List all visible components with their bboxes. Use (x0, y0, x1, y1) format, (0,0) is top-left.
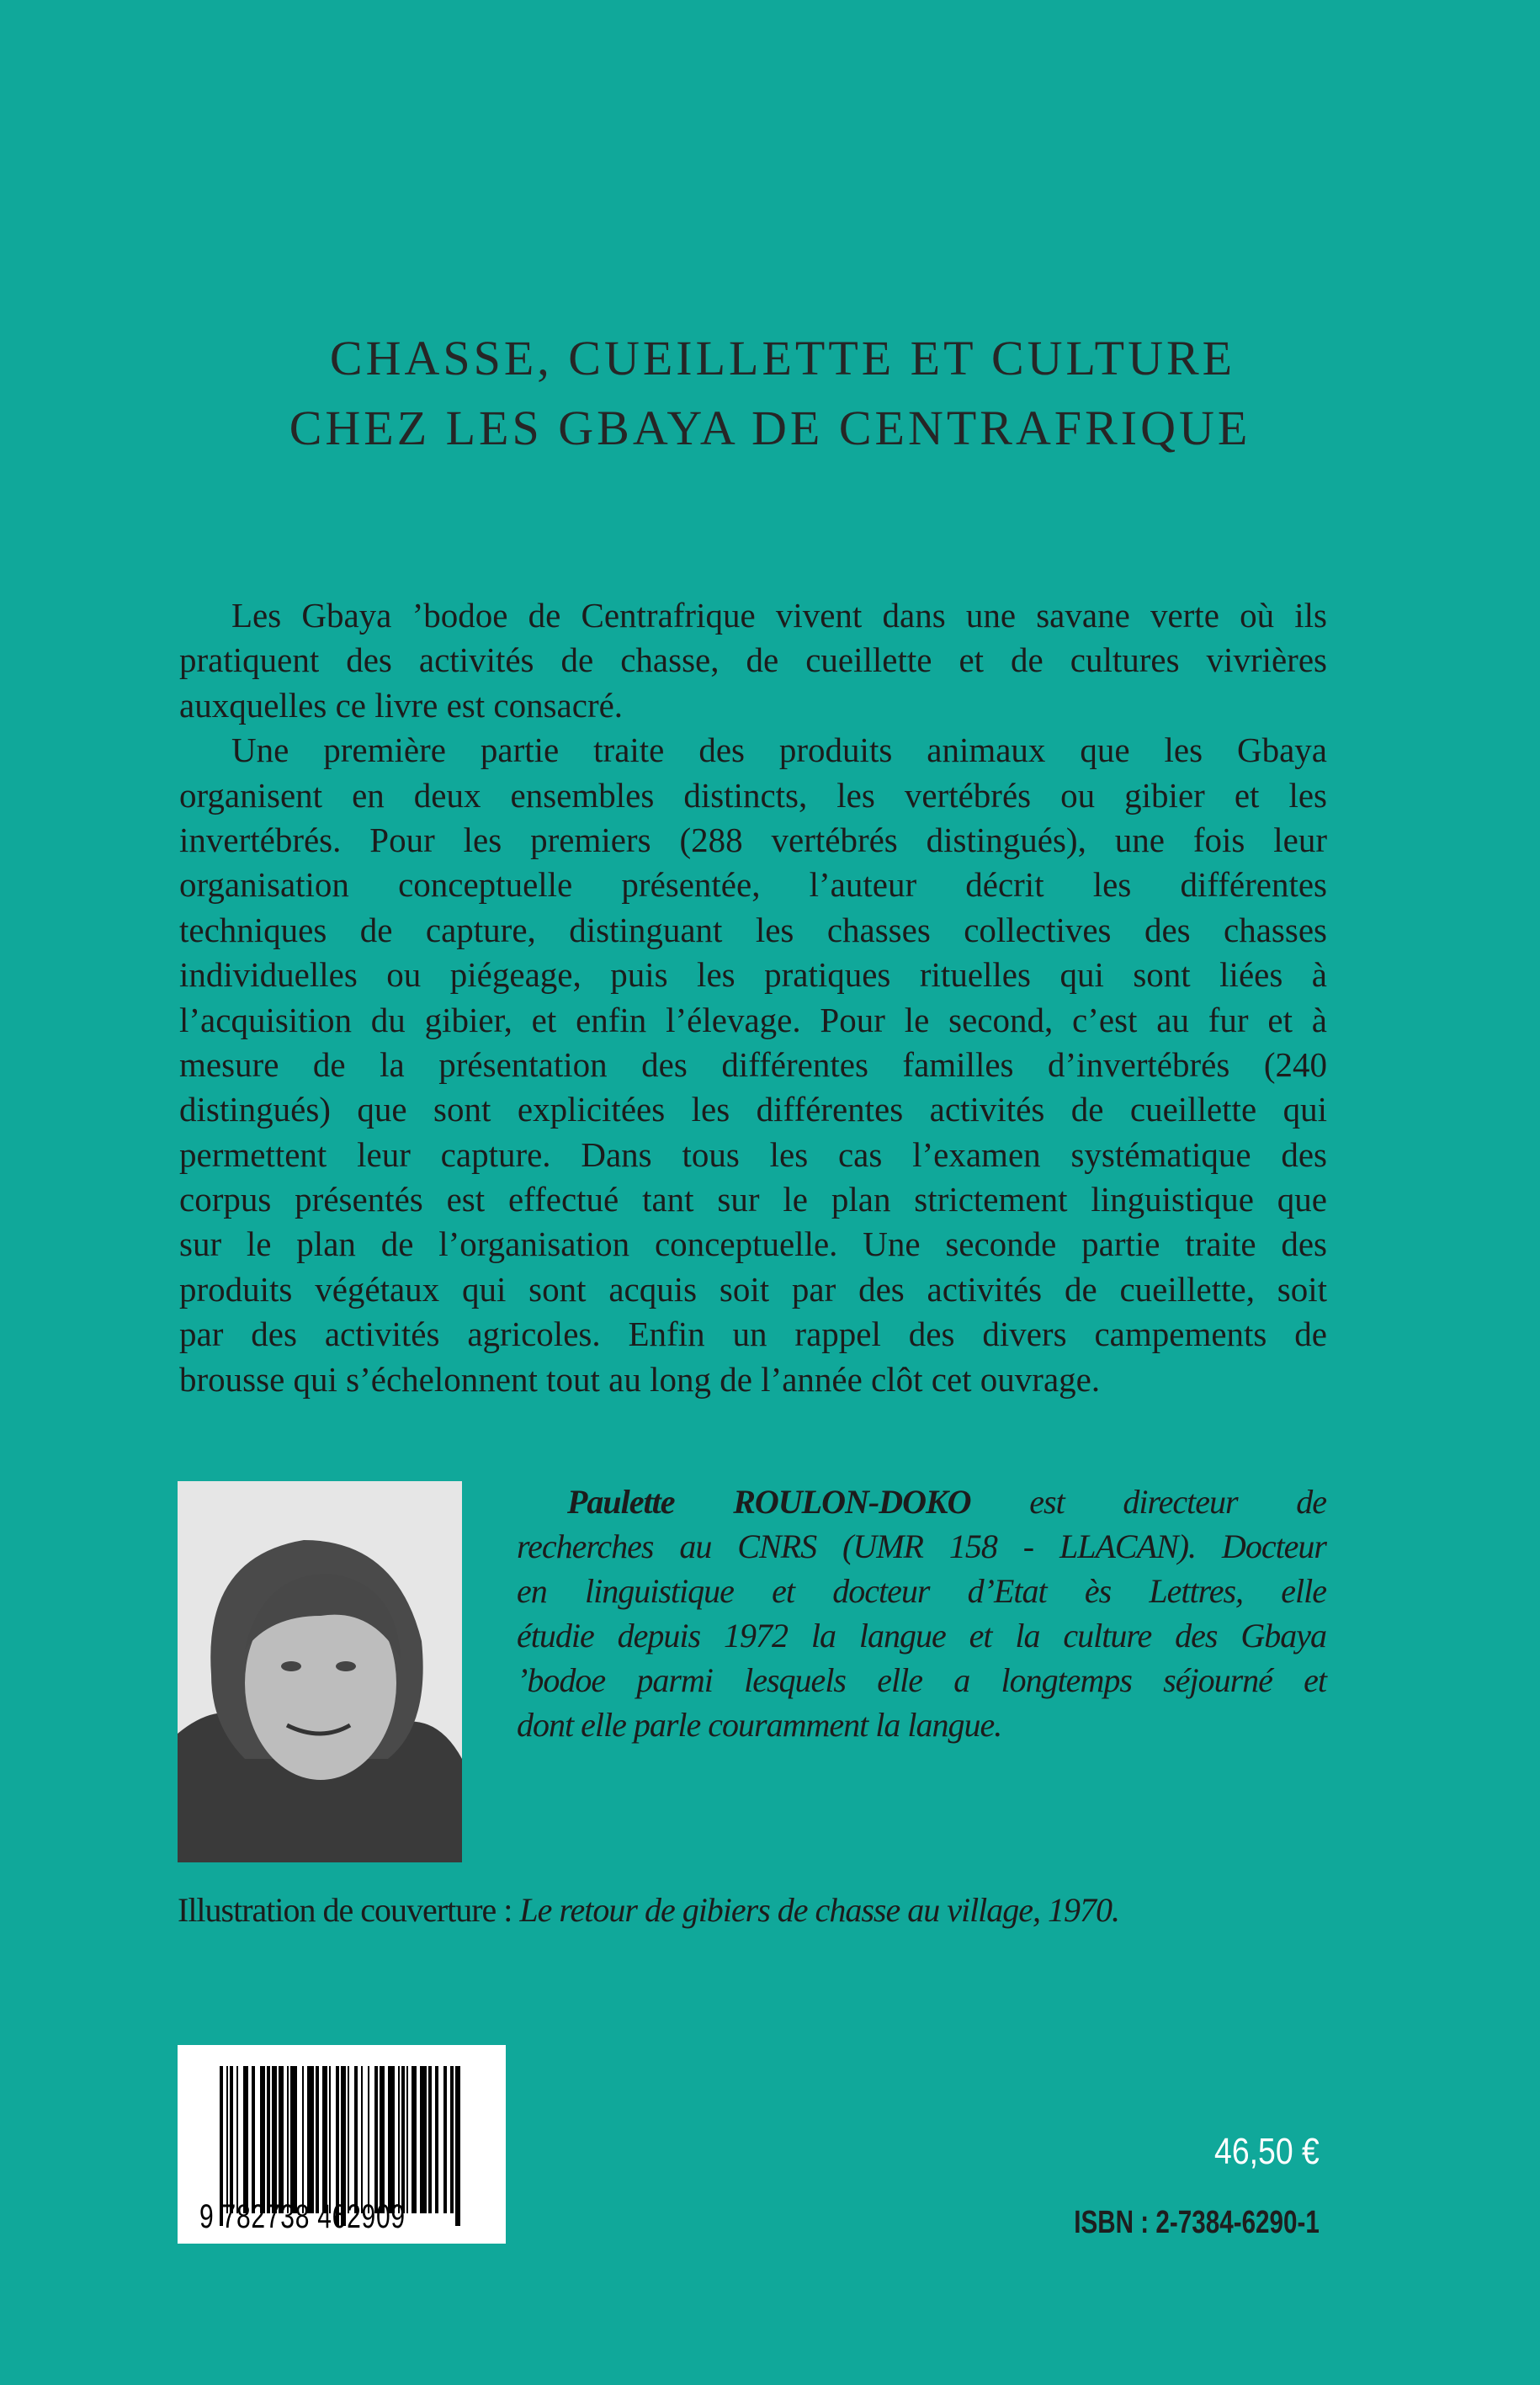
book-title-line-2: CHEZ LES GBAYA DE CENTRAFRIQUE (289, 401, 1251, 455)
barcode-bar (435, 2066, 438, 2213)
summary-line: Les Gbaya ’bodoe de Centrafrique vivent dans une savane verte où ils (231, 596, 1327, 635)
barcode-bar (361, 2066, 363, 2213)
barcode-bar (374, 2066, 378, 2213)
cover-illustration-caption (178, 1890, 1119, 1930)
barcode-bar (401, 2066, 405, 2213)
summary-line: pratiquent des activités de chasse, de cueillette et de cultures vivrières (179, 640, 1327, 680)
barcode-bar (354, 2066, 358, 2213)
barcode-bar (380, 2066, 385, 2213)
barcode-bar (243, 2066, 248, 2213)
summary-line: auxquelles ce livre est consacré. (179, 685, 624, 725)
barcode-bar (290, 2066, 297, 2213)
barcode-bar (322, 2066, 327, 2213)
summary-line: produits végétaux qui sont acquis soit par des activités de cueillette, soit (179, 1269, 1327, 1309)
author-bio-line: en linguistique et docteur d’Etat ès Lettres, elle (517, 1572, 1326, 1610)
book-title-line-1: CHASSE, CUEILLETTE ET CULTURE (329, 331, 1236, 385)
barcode-bar (260, 2066, 265, 2213)
barcode-bar (412, 2066, 417, 2213)
barcode-bar (428, 2066, 432, 2213)
isbn: ISBN : 2-7384-6290-1 (1074, 2205, 1320, 2240)
price: 46,50 € (1214, 2131, 1320, 2172)
author-bio-line: ’bodoe parmi lesquels elle a longtemps séjourné et (517, 1661, 1326, 1699)
barcode-bar (316, 2066, 319, 2213)
summary-line: invertébrés. Pour les premiers (288 vertébrés distingués), une fois leur (179, 820, 1327, 859)
barcode-bar (302, 2066, 304, 2213)
barcode-digits: 9 782738 462909 (199, 2198, 406, 2235)
barcode-bar (388, 2066, 395, 2213)
barcode-bar (398, 2066, 400, 2213)
summary-line: par des activités agricoles. Enfin un rappel des divers campements de (179, 1315, 1327, 1354)
author-photo (178, 1481, 462, 1862)
barcode (178, 2045, 506, 2244)
author-bio-line: étudie depuis 1972 la langue et la culture des Gbaya (517, 1617, 1326, 1655)
summary-line: l’acquisition du gibier, et enfin l’élevage. Pour le second, c’est au fur et à (179, 1000, 1327, 1039)
barcode-bar (368, 2066, 369, 2213)
author-bio-line: dont elle parle couramment la langue. (517, 1706, 1002, 1744)
author-bio-line: recherches au CNRS (UMR 158 - LLACAN). Docteur (517, 1527, 1326, 1565)
barcode-bar (287, 2066, 289, 2213)
summary-line: individuelles ou piégeage, puis les pratiques rituelles qui sont liées à (179, 955, 1327, 995)
summary-line: mesure de la présentation des différentes familles d’invertébrés (240 (179, 1044, 1327, 1084)
barcode-bar (307, 2066, 314, 2213)
author-bio-line: est directeur de (1029, 1483, 1326, 1521)
barcode-bar (443, 2066, 447, 2213)
barcode-bar (420, 2066, 427, 2213)
barcode-bar (230, 2066, 233, 2213)
caption-work: Le retour de gibiers de chasse au village, 1970. (519, 1891, 1120, 1929)
summary-line: permettent leur capture. Dans tous les cas l’examen systématique des (179, 1134, 1327, 1174)
barcode-bar (236, 2066, 238, 2213)
barcode-bar (226, 2066, 228, 2213)
summary-text (179, 593, 1327, 1402)
summary-line: sur le plan de l’organisation conceptuelle. Une seconde partie traite des (179, 1224, 1327, 1264)
barcode-bar (329, 2066, 331, 2213)
summary-line: organisation conceptuelle présentée, l’auteur décrit les différentes (179, 865, 1327, 905)
summary-line: organisent en deux ensembles distincts, les vertébrés ou gibier et les (179, 775, 1327, 815)
barcode-bar (450, 2066, 454, 2213)
summary-line: Une première partie traite des produits animaux que les Gbaya (231, 730, 1327, 770)
barcode-bar (252, 2066, 255, 2213)
barcode-bar (348, 2066, 349, 2213)
caption-label: Illustration de couverture : (178, 1891, 520, 1929)
summary-line: distingués) que sont explicitées les différentes activités de cueillette qui (179, 1090, 1327, 1129)
summary-line: corpus présentés est effectué tant sur le plan strictement linguistique que (179, 1180, 1327, 1219)
barcode-bar (406, 2066, 408, 2213)
barcode-bar (267, 2066, 270, 2213)
author-name: Paulette ROULON-DOKO (567, 1483, 971, 1521)
summary-line: techniques de capture, distinguant les chasses collectives des chasses (179, 910, 1327, 949)
summary-line: brousse qui s’échelonnent tout au long de l’année clôt cet ouvrage. (179, 1359, 1101, 1399)
barcode-bar (272, 2066, 277, 2213)
author-bio (517, 1479, 1326, 1747)
barcode-bar (279, 2066, 284, 2213)
barcode-bar (455, 2066, 460, 2226)
